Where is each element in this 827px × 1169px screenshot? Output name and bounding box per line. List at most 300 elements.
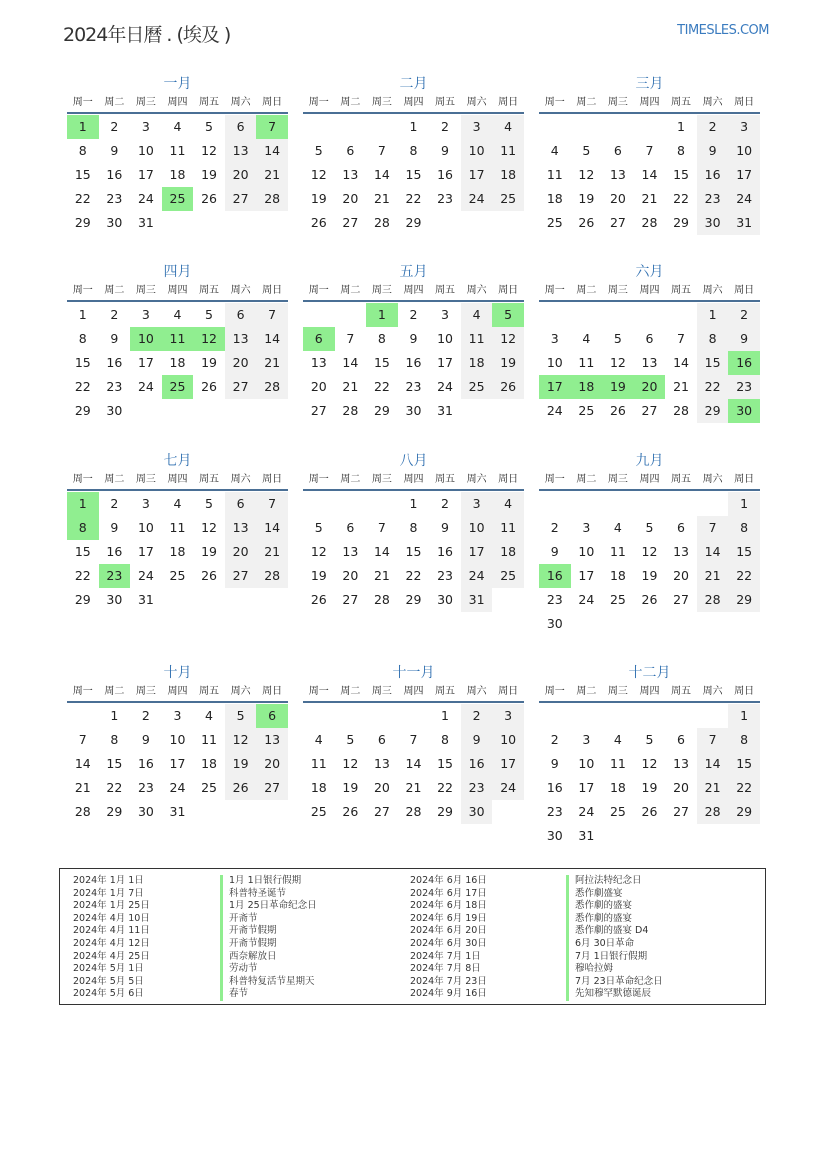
day-cell: 15 [728,752,760,776]
weekday-label: 周一 [72,686,93,697]
day-cell: 3 [582,520,591,535]
day-cell: 17 [728,163,760,187]
day-cell: 12 [201,143,217,158]
day-cell: 13 [609,167,626,182]
day-cell: 8 [110,732,119,747]
day-cell: 2 [728,303,760,327]
day-cell: 23 [437,568,453,583]
day-cell: 3 [141,119,150,134]
holiday-name: 春节 [220,988,317,1001]
day-cell: 3 [728,115,760,139]
day-cell: 13 [342,167,359,182]
weekday-label: 周四 [167,686,188,697]
weekday-label: 周一 [308,97,329,108]
day-cell: 13 [673,544,689,559]
day-cell: 30 [546,616,563,631]
day-cell: 11 [310,756,327,771]
weekday-label: 周二 [576,97,597,108]
holiday-day-cell: 12 [193,327,225,351]
day-cell: 9 [141,732,150,747]
holiday-name: 开斋节 [220,913,317,926]
day-cell: 2 [550,732,559,747]
day-cell: 28 [673,403,689,418]
weekday-header [303,284,524,302]
day-cell: 29 [697,399,729,423]
holiday-day-cell: 16 [539,564,571,588]
weekday-label: 周日 [734,285,755,296]
weekday-label: 周日 [262,474,283,485]
day-cell: 19 [201,167,217,182]
day-cell: 8 [677,143,685,158]
day-cell: 2 [441,496,449,511]
day-cell: 23 [405,379,422,394]
day-cell: 10 [578,544,595,559]
day-cell: 30 [106,592,123,607]
weekday-label: 周二 [340,474,361,485]
day-cell: 11 [609,756,626,771]
day-cell: 10 [137,520,154,535]
day-cell: 10 [437,331,453,346]
day-cell: 23 [106,191,123,206]
day-cell: 25 [609,804,626,819]
weekday-label: 周一 [544,97,565,108]
day-cell: 29 [437,804,453,819]
weekday-label: 周一 [544,474,565,485]
day-cell: 30 [461,800,493,824]
weekday-label: 周二 [340,97,361,108]
day-cell: 14 [697,540,729,564]
day-cell: 4 [613,732,622,747]
day-cell: 22 [728,776,760,800]
day-cell: 21 [256,540,288,564]
weekday-label: 周日 [262,285,283,296]
weekday-label: 周六 [230,686,251,697]
day-cell: 3 [582,732,591,747]
day-cell: 21 [697,564,729,588]
day-cell: 22 [437,780,453,795]
day-cell: 16 [137,756,154,771]
holiday-name: 悉作劇的盛宴 [566,913,663,926]
holiday-day-cell: 8 [67,516,99,540]
weekday-label: 周一 [308,285,329,296]
weekday-label: 周一 [308,474,329,485]
day-cell: 27 [673,592,689,607]
day-cell: 30 [405,403,422,418]
day-cell: 5 [205,496,213,511]
day-cell: 18 [609,780,626,795]
day-cell: 1 [409,496,418,511]
day-cell: 1 [728,704,760,728]
weekday-label: 周三 [607,97,628,108]
day-cell: 28 [697,588,729,612]
day-cell: 14 [256,139,288,163]
empty-cell [303,492,335,516]
day-cell: 10 [492,728,524,752]
day-cell: 31 [137,592,154,607]
day-cell: 28 [405,804,422,819]
day-cell: 2 [141,708,150,723]
weekday-label: 周四 [167,285,188,296]
day-cell: 26 [201,191,217,206]
day-cell: 9 [110,143,119,158]
day-cell: 9 [550,544,559,559]
day-cell: 14 [373,544,390,559]
day-grid [539,704,760,848]
day-cell: 27 [310,403,327,418]
day-cell: 27 [342,215,359,230]
day-cell: 22 [673,191,689,206]
day-cell: 29 [728,588,760,612]
day-cell: 16 [546,780,563,795]
day-cell: 5 [582,143,591,158]
holiday-date: 2024年 4月 12日 [73,937,150,949]
day-cell: 9 [110,331,119,346]
weekday-label: 周六 [466,97,487,108]
holiday-name: 7月 23日革命纪念日 [566,976,663,989]
month-block [67,74,288,235]
day-cell: 20 [609,191,626,206]
empty-cell [665,492,697,516]
holiday-name: 劳动节 [220,963,317,976]
day-cell: 18 [492,163,524,187]
day-cell: 14 [673,355,689,370]
day-cell: 6 [346,143,355,158]
day-cell: 30 [106,403,123,418]
day-cell: 7 [409,732,418,747]
empty-cell [366,115,398,139]
holiday-day-cell: 23 [99,564,131,588]
weekday-label: 周六 [230,285,251,296]
day-cell: 15 [74,355,91,370]
day-cell: 13 [673,756,689,771]
day-cell: 4 [492,492,524,516]
weekday-label: 周日 [262,97,283,108]
weekday-header [539,473,760,491]
weekday-header [539,284,760,302]
month-name: 五月 [399,264,428,280]
day-cell: 25 [578,403,595,418]
weekday-label: 周三 [371,474,392,485]
weekday-label: 周三 [371,686,392,697]
day-cell: 9 [697,139,729,163]
day-cell: 4 [550,143,559,158]
holiday-name: 1月 1日银行假期 [220,875,317,888]
day-cell: 19 [310,191,327,206]
day-grid [303,704,524,824]
day-cell: 23 [546,804,563,819]
holiday-name: 1月 25日革命纪念日 [220,900,317,913]
day-cell: 25 [201,780,217,795]
day-cell: 15 [405,167,422,182]
holiday-day-cell: 25 [162,187,194,211]
day-cell: 22 [74,568,91,583]
holiday-date: 2024年 1月 25日 [73,900,150,912]
holiday-day-cell: 18 [571,375,603,399]
day-cell: 4 [173,496,182,511]
day-cell: 27 [225,564,257,588]
holiday-name: 开斋节假期 [220,938,317,951]
weekday-label: 周二 [104,97,125,108]
day-cell: 12 [310,544,327,559]
day-cell: 13 [225,139,257,163]
weekday-label: 周五 [435,97,456,108]
day-cell: 4 [205,708,213,723]
day-cell: 28 [641,215,658,230]
day-cell: 15 [697,351,729,375]
day-cell: 12 [492,327,524,351]
day-cell: 2 [550,520,559,535]
day-cell: 8 [78,143,87,158]
day-cell: 5 [314,143,323,158]
empty-cell [539,303,571,327]
day-grid [303,115,524,235]
day-cell: 29 [74,403,91,418]
day-cell: 24 [728,187,760,211]
day-cell: 7 [78,732,87,747]
day-cell: 12 [225,728,257,752]
day-cell: 19 [492,351,524,375]
day-cell: 6 [225,303,257,327]
day-cell: 16 [697,163,729,187]
day-grid [67,303,288,423]
weekday-label: 周五 [671,474,692,485]
day-grid [539,115,760,235]
weekday-label: 周五 [199,97,220,108]
month-block [539,663,760,848]
day-cell: 24 [578,592,595,607]
holiday-name: 6月 30日革命 [566,938,663,951]
day-cell: 27 [373,804,390,819]
month-name: 二月 [399,76,428,92]
day-cell: 28 [697,800,729,824]
empty-cell [634,492,666,516]
day-cell: 16 [461,752,493,776]
weekday-header [67,473,288,491]
day-cell: 31 [137,215,154,230]
weekday-label: 周日 [734,97,755,108]
holiday-date: 2024年 6月 19日 [410,912,487,924]
day-cell: 23 [106,379,123,394]
holiday-date: 2024年 1月 1日 [73,875,144,886]
day-cell: 26 [641,592,658,607]
day-cell: 25 [492,564,524,588]
day-cell: 24 [461,187,493,211]
day-cell: 3 [141,496,150,511]
day-cell: 2 [697,115,729,139]
day-cell: 8 [728,728,760,752]
day-cell: 25 [310,804,327,819]
day-grid [67,115,288,235]
day-cell: 9 [461,728,493,752]
day-cell: 24 [492,776,524,800]
weekday-label: 周五 [671,686,692,697]
month-name: 十月 [163,665,192,681]
day-cell: 30 [106,215,123,230]
day-cell: 16 [106,167,123,182]
day-cell: 15 [74,544,91,559]
weekday-label: 周三 [607,285,628,296]
day-cell: 5 [314,520,323,535]
day-cell: 2 [461,704,493,728]
month-block [67,451,288,612]
weekday-label: 周四 [639,97,660,108]
empty-cell [697,492,729,516]
month-name: 八月 [399,453,428,469]
day-cell: 27 [342,592,359,607]
weekday-label: 周二 [340,285,361,296]
weekday-label: 周六 [466,686,487,697]
holiday-name: 开斋节假期 [220,925,317,938]
day-cell: 3 [173,708,182,723]
day-cell: 28 [256,187,288,211]
day-cell: 17 [492,752,524,776]
empty-cell [665,704,697,728]
day-cell: 8 [441,732,449,747]
weekday-label: 周一 [72,474,93,485]
weekday-header [67,96,288,114]
holiday-day-cell: 25 [162,375,194,399]
day-cell: 24 [437,379,453,394]
day-cell: 3 [461,115,493,139]
month-name: 九月 [635,453,664,469]
day-cell: 11 [492,516,524,540]
month-block [303,663,524,824]
weekday-header [539,685,760,703]
day-cell: 17 [578,780,595,795]
holiday-day-cell: 20 [634,375,666,399]
month-name: 一月 [163,76,192,92]
holiday-date: 2024年 4月 25日 [73,950,150,962]
weekday-label: 周四 [639,285,660,296]
day-cell: 27 [673,804,689,819]
day-cell: 19 [201,355,217,370]
month-name: 七月 [163,453,192,469]
day-cell: 6 [677,520,685,535]
day-cell: 4 [173,119,182,134]
empty-cell [366,492,398,516]
day-cell: 1 [409,119,418,134]
day-cell: 8 [409,520,418,535]
day-cell: 29 [74,592,91,607]
day-cell: 21 [673,379,689,394]
day-cell: 15 [74,167,91,182]
day-cell: 29 [74,215,91,230]
day-cell: 28 [373,215,390,230]
day-cell: 6 [645,331,654,346]
day-cell: 22 [728,564,760,588]
day-cell: 20 [225,163,257,187]
day-cell: 23 [728,375,760,399]
day-cell: 27 [225,375,257,399]
month-block [303,262,524,423]
empty-cell [335,704,367,728]
weekday-label: 周三 [135,97,156,108]
day-grid [303,492,524,612]
weekday-label: 周二 [340,686,361,697]
day-cell: 26 [609,403,626,418]
day-cell: 22 [405,568,422,583]
month-block [303,74,524,235]
day-cell: 1 [677,119,685,134]
day-cell: 6 [346,520,355,535]
empty-cell [303,303,335,327]
weekday-label: 周四 [403,285,424,296]
month-name: 十二月 [628,665,671,681]
weekday-label: 周一 [544,686,565,697]
day-cell: 20 [342,568,359,583]
day-cell: 24 [169,780,186,795]
weekday-header [539,96,760,114]
day-cell: 2 [441,119,449,134]
day-cell: 18 [492,540,524,564]
holiday-date: 2024年 7月 8日 [410,963,481,975]
day-cell: 10 [169,732,186,747]
day-cell: 12 [310,167,327,182]
day-cell: 24 [578,804,595,819]
empty-cell [571,704,603,728]
day-cell: 14 [74,756,91,771]
empty-cell [634,303,666,327]
day-cell: 2 [110,119,119,134]
site-link[interactable]: TIMESLES.COM [677,23,769,38]
day-cell: 26 [201,568,217,583]
day-cell: 31 [461,588,493,612]
day-cell: 23 [461,776,493,800]
day-cell: 18 [169,355,186,370]
day-cell: 22 [106,780,123,795]
empty-cell [398,704,430,728]
empty-cell [335,115,367,139]
holiday-list [59,868,766,1005]
day-cell: 3 [141,307,150,322]
day-cell: 26 [310,215,327,230]
weekday-label: 周三 [371,285,392,296]
weekday-label: 周日 [498,97,519,108]
day-cell: 11 [169,143,186,158]
day-cell: 13 [225,327,257,351]
day-cell: 17 [137,355,154,370]
holiday-names-left [220,875,317,1001]
day-cell: 19 [641,568,658,583]
holiday-day-cell: 19 [602,375,634,399]
empty-cell [366,704,398,728]
empty-cell [539,704,571,728]
day-cell: 11 [578,355,595,370]
day-cell: 21 [256,163,288,187]
day-cell: 8 [409,143,418,158]
month-block [539,262,760,423]
day-grid [67,492,288,612]
holiday-date: 2024年 5月 6日 [73,988,144,1000]
day-cell: 16 [106,355,123,370]
day-cell: 18 [609,568,626,583]
day-cell: 22 [697,375,729,399]
day-cell: 22 [74,191,91,206]
day-cell: 10 [728,139,760,163]
empty-cell [539,492,571,516]
empty-cell [335,492,367,516]
holiday-date: 2024年 4月 10日 [73,912,150,924]
weekday-label: 周日 [498,474,519,485]
day-cell: 26 [201,379,217,394]
holiday-name: 穆哈拉姆 [566,963,663,976]
day-cell: 4 [461,303,493,327]
day-cell: 21 [405,780,422,795]
day-cell: 8 [697,327,729,351]
weekday-label: 周四 [639,686,660,697]
weekday-label: 周一 [544,285,565,296]
weekday-label: 周日 [734,474,755,485]
